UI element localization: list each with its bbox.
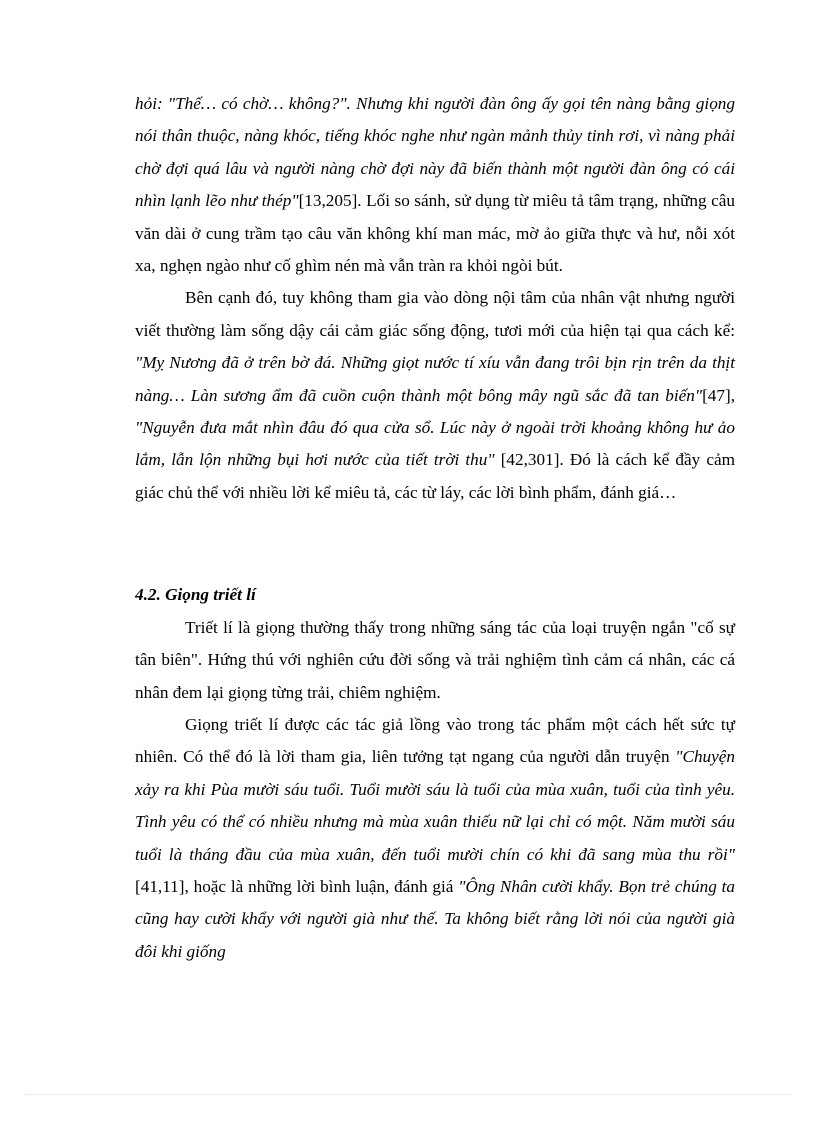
italic-quote: "Nguyễn đưa mắt nhìn đâu đó qua cửa sổ. Lúc này ở ngoài trời khoảng không hư ảo lắm, lẫn lộn những bụi hơi nước của tiết trời thu" [135, 418, 735, 470]
italic-quote: "Mỵ Nương đã ở trên bờ đá. Những giọt nước tí xíu vẫn đang trôi bịn rịn trên da thịt nàng… Làn sương ẩm đã cuồn cuộn thành một bông mây ngũ sắc đã tan biến" [135, 353, 735, 405]
text-run: [47], [702, 385, 735, 405]
page-bottom-border [25, 1094, 791, 1095]
text-run: Triết lí là giọng thường thấy trong những sáng tác của loại truyện ngắn "cố sự tân biên". Hứng thú với nghiên cứu đời sống và trải nghiệm tình cảm cá nhân, các cá nhân đem lại giọng từng trải, chiêm nghiệm. [135, 617, 735, 702]
italic-quote: hỏi: "Thế… có chờ… không?". Nhưng khi người đàn ông ấy gọi tên nàng bằng giọng nói thân thuộc, nàng khóc, tiếng khóc nghe như ngàn mảnh thủy tinh rơi, vì nàng phải chờ đợi quá lâu và người nàng chờ đợi này đã biến thành một người đàn ông có cái nhìn lạnh lẽo như thép" [135, 94, 735, 211]
italic-quote: "Chuyện xảy ra khi Pùa mười sáu tuổi. Tuổi mười sáu là tuổi của mùa xuân, tuổi của tình yêu. Tình yêu có thể có nhiều nhưng mà mùa xuân thiếu nữ lại chỉ có một. Năm mười sáu tuổi là tháng đầu của mùa xuân, đến tuổi mười chín có khi đã sang mùa thu rồi" [135, 747, 735, 864]
text-run: Giọng triết lí được các tác giả lồng vào trong tác phẩm một cách hết sức tự nhiên. Có thể đó là lời tham gia, liên tưởng tạt ngang của người dẫn truyện [135, 714, 735, 767]
text-run: [42,301]. Đó là cách kể đầy cảm giác chủ thể với nhiều lời kể miêu tả, các từ láy, các lời bình phẩm, đánh giá… [135, 450, 735, 502]
paragraph [135, 709, 735, 968]
document-page [135, 88, 735, 968]
body-text-top [135, 88, 735, 509]
text-run: [41,11], hoặc là những lời bình luận, đánh giá [135, 876, 459, 896]
text-run: Bên cạnh đó, tuy không tham gia vào dòng nội tâm của nhân vật nhưng người viết thường làm sống dậy cái cảm giác sống động, tươi mới của hiện tại qua cách kể: [135, 288, 735, 340]
italic-quote: "Ông Nhân cười khẩy. Bọn trẻ chúng ta cũng hay cười khẩy với người già như thế. Ta không biết rằng lời nói của người già đôi khi giống [135, 876, 735, 961]
text-run: [13,205]. Lối so sánh, sử dụng từ miêu tả tâm trạng, những câu văn dài ở cung trầm tạo câu văn không khí man mác, mờ ảo giữa thực và hư, nỗi xót xa, nghẹn ngào như cố ghìm nén mà vẫn tràn ra khỏi ngòi bút. [135, 191, 735, 276]
paragraph [135, 282, 735, 509]
paragraph [135, 612, 735, 709]
section-heading: 4.2. Giọng triết lí [135, 585, 256, 605]
body-text-bottom [135, 612, 735, 968]
paragraph [135, 88, 735, 282]
